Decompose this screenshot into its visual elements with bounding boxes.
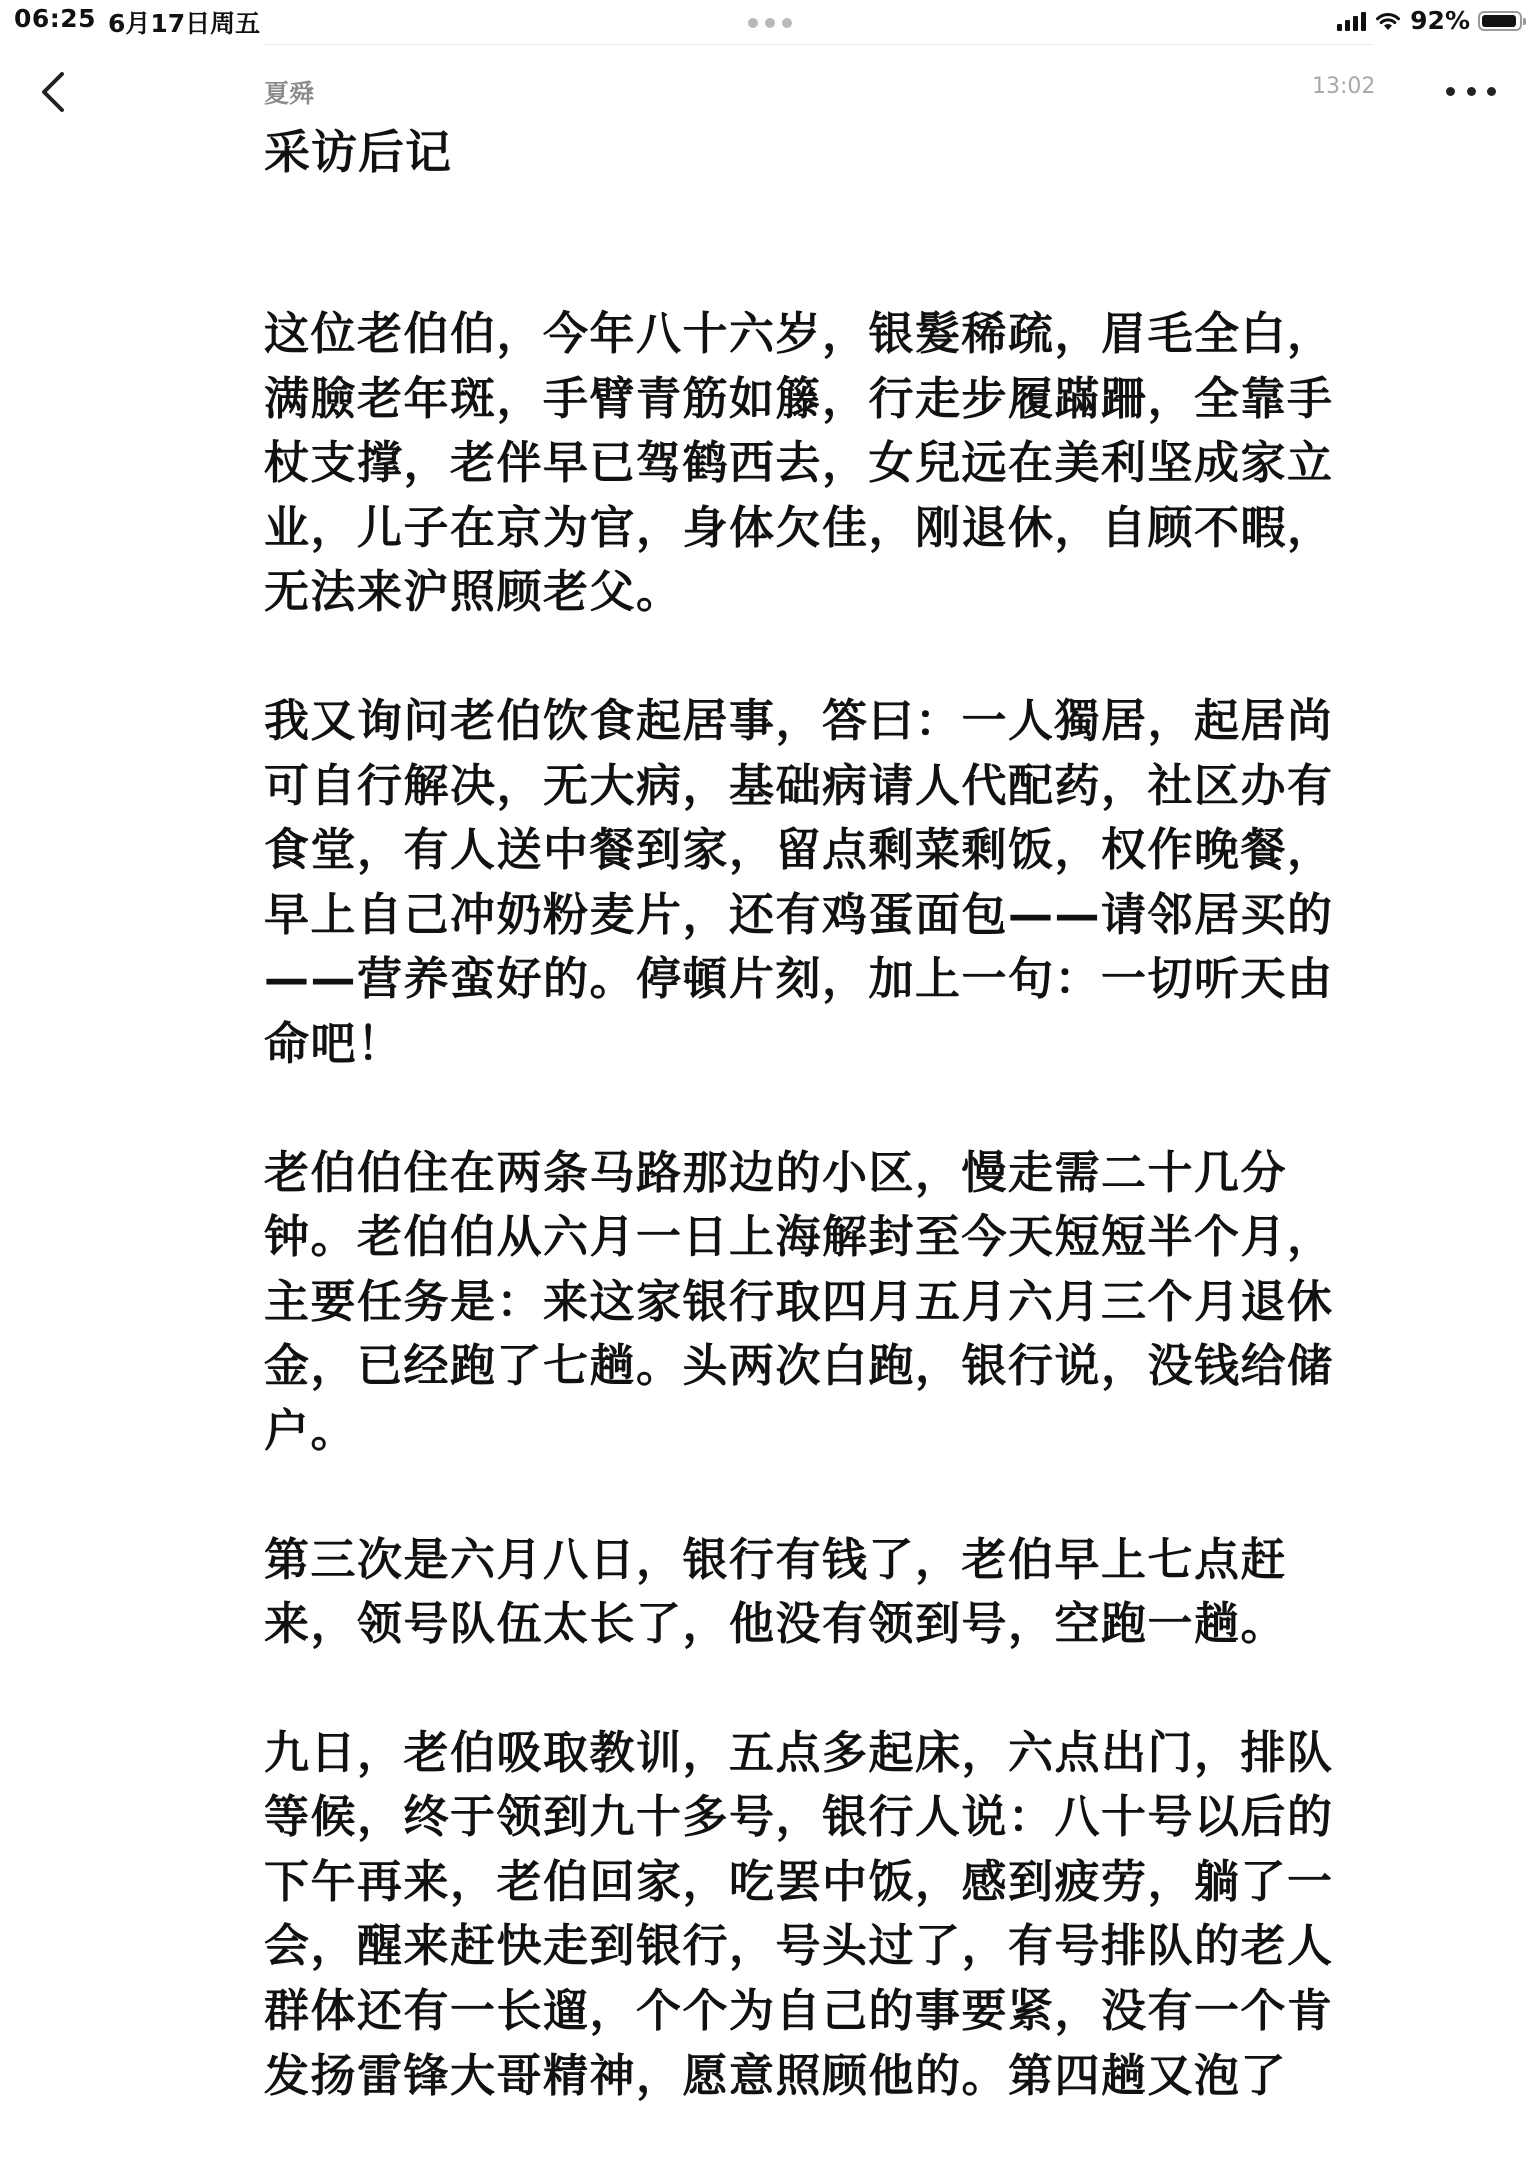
status-time: 06:25 [14,4,97,33]
paragraph: 九日，老伯吸取教训，五点多起床，六点出门，排队等候，终于领到九十多号，银行人说：八十号以后的下午再来，老伯回家，吃罢中饭，感到疲劳，躺了一会，醒来赶快走到银行，号头过了，有号排队的老人群体还有一长遛，个个为自己的事要紧，没有一个肯发扬雷锋大哥精神，愿意照顾他的。第四趟又泡了 [264,1725,1334,2102]
note-author[interactable]: 夏舜 [264,79,315,108]
paragraph: 这位老伯伯，今年八十六岁，银髮稀疏，眉毛全白，满臉老年斑，手臂青筋如籐，行走步履蹣跚，全靠手杖支撑，老伴早已驾鹤西去，女兒远在美利坚成家立业，儿子在京为官，身体欠佳，刚退休，自顾不暇，无法来沪照顾老父。 [264,307,1334,619]
more-horizontal-icon [1446,87,1455,96]
battery-percentage: 92% [1410,6,1470,35]
paragraph: 我又询问老伯饮食起居事，答曰：一人獨居，起居尚可自行解决，无大病，基础病请人代配药，社区办有食堂，有人送中餐到家，留点剩菜剩饭，权作晚餐，早上自己冲奶粉麦片，还有鸡蛋面包——请邻居买的——营养蛮好的。停頓片刻，加上一句：一切听天由命吧！ [264,693,1334,1070]
wifi-icon [1374,10,1402,32]
battery-icon [1478,11,1522,31]
signal-icon [1337,11,1366,31]
note-body[interactable] [264,302,1344,2172]
header-divider [264,44,1374,45]
more-options-button[interactable] [1446,78,1496,104]
status-date: 6月17日周五 [108,9,261,38]
multitasking-dots-icon[interactable] [748,18,792,28]
note-title: 采访后记 [264,125,452,179]
back-button[interactable] [32,62,76,122]
paragraph: 第三次是六月八日，银行有钱了，老伯早上七点赶来，领号队伍太长了，他没有领到号，空跑一趟。 [264,1532,1288,1651]
status-bar [0,0,1536,40]
status-indicators [1337,6,1522,35]
note-timestamp: 13:02 [1312,74,1376,99]
chevron-left-icon [32,62,76,122]
paragraph: 老伯伯住在两条马路那边的小区，慢走需二十几分钟。老伯伯从六月一日上海解封至今天短短半个月，主要任务是：来这家银行取四月五月六月三个月退休金，已经跑了七趟。头两次白跑，银行说，没钱给储户。 [264,1145,1334,1457]
